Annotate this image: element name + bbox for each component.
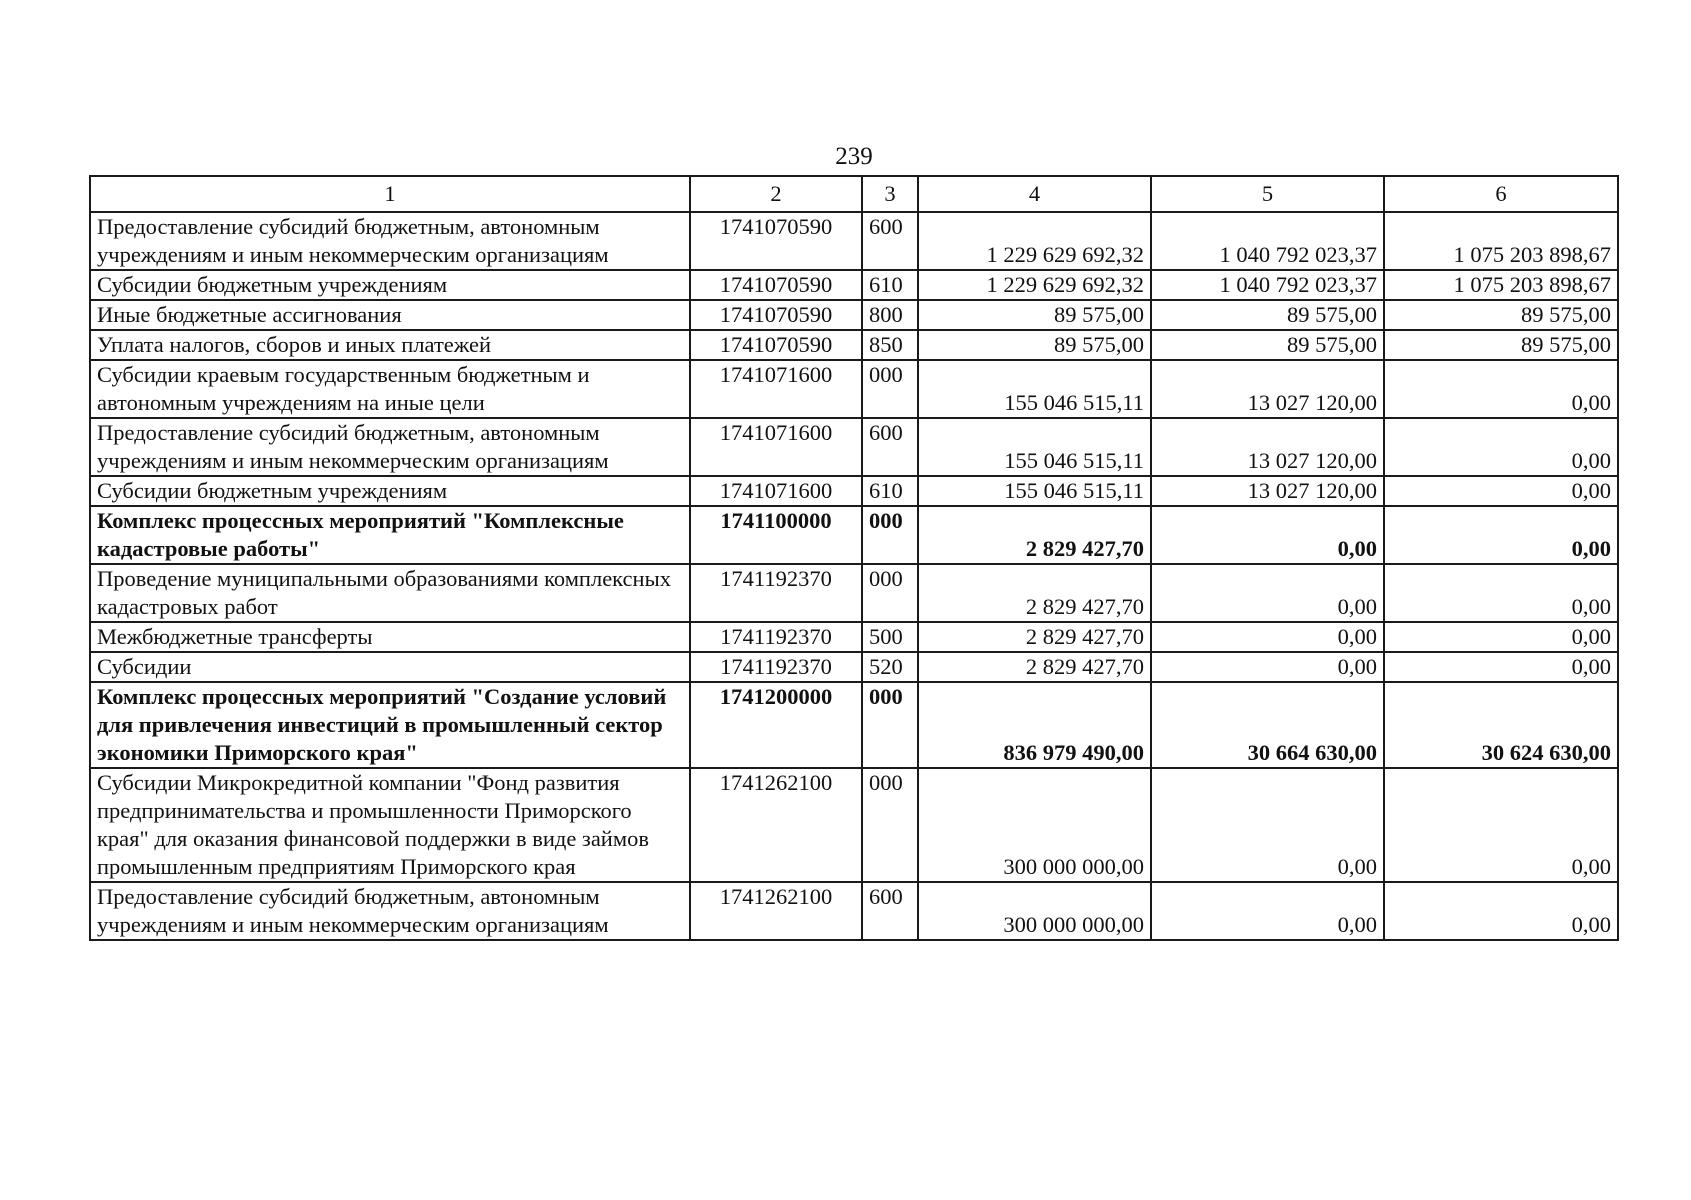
column-header-5: 5 bbox=[1151, 176, 1384, 212]
table-row bbox=[90, 882, 1618, 940]
row-target-code: 1741192370 bbox=[690, 564, 862, 622]
row-name: Комплекс процессных мероприятий "Комплексные кадастровые работы" bbox=[90, 506, 690, 564]
row-amount-col4: 836 979 490,00 bbox=[918, 682, 1151, 768]
row-amount-col5: 13 027 120,00 bbox=[1151, 476, 1384, 506]
row-target-code: 1741262100 bbox=[690, 882, 862, 940]
row-amount-col5: 89 575,00 bbox=[1151, 300, 1384, 330]
row-amount-col5: 1 040 792 023,37 bbox=[1151, 270, 1384, 300]
table-row-section bbox=[90, 682, 1618, 768]
row-name: Субсидии Микрокредитной компании "Фонд развития предпринимательства и промышленности Приморского края" для оказания финансовой поддержки в виде займов промышленным предприятиям Приморского края bbox=[90, 768, 690, 882]
row-expense-kind: 600 bbox=[862, 882, 918, 940]
table-row-section bbox=[90, 506, 1618, 564]
row-amount-col4: 300 000 000,00 bbox=[918, 882, 1151, 940]
row-amount-col4: 155 046 515,11 bbox=[918, 418, 1151, 476]
row-target-code: 1741070590 bbox=[690, 212, 862, 270]
row-amount-col6: 0,00 bbox=[1384, 418, 1618, 476]
row-name: Субсидии бюджетным учреждениям bbox=[90, 270, 690, 300]
row-amount-col6: 1 075 203 898,67 bbox=[1384, 212, 1618, 270]
row-amount-col5: 0,00 bbox=[1151, 768, 1384, 882]
row-amount-col4: 89 575,00 bbox=[918, 330, 1151, 360]
column-header-1: 1 bbox=[90, 176, 690, 212]
row-amount-col5: 13 027 120,00 bbox=[1151, 418, 1384, 476]
row-amount-col4: 155 046 515,11 bbox=[918, 476, 1151, 506]
row-amount-col4: 2 829 427,70 bbox=[918, 564, 1151, 622]
table-row bbox=[90, 270, 1618, 300]
table-row bbox=[90, 564, 1618, 622]
table-row bbox=[90, 212, 1618, 270]
row-expense-kind: 520 bbox=[862, 652, 918, 682]
row-name: Проведение муниципальными образованиями комплексных кадастровых работ bbox=[90, 564, 690, 622]
row-name: Иные бюджетные ассигнования bbox=[90, 300, 690, 330]
row-name: Межбюджетные трансферты bbox=[90, 622, 690, 652]
row-name: Предоставление субсидий бюджетным, автономным учреждениям и иным некоммерческим организациям bbox=[90, 418, 690, 476]
row-expense-kind: 500 bbox=[862, 622, 918, 652]
row-expense-kind: 000 bbox=[862, 768, 918, 882]
row-target-code: 1741070590 bbox=[690, 270, 862, 300]
row-amount-col6: 0,00 bbox=[1384, 506, 1618, 564]
table-row bbox=[90, 418, 1618, 476]
column-header-4: 4 bbox=[918, 176, 1151, 212]
row-amount-col5: 0,00 bbox=[1151, 622, 1384, 652]
row-name: Субсидии бюджетным учреждениям bbox=[90, 476, 690, 506]
row-amount-col4: 2 829 427,70 bbox=[918, 506, 1151, 564]
row-expense-kind: 000 bbox=[862, 360, 918, 418]
row-amount-col6: 0,00 bbox=[1384, 564, 1618, 622]
row-amount-col6: 30 624 630,00 bbox=[1384, 682, 1618, 768]
row-expense-kind: 850 bbox=[862, 330, 918, 360]
row-name: Предоставление субсидий бюджетным, автономным учреждениям и иным некоммерческим организациям bbox=[90, 212, 690, 270]
header-row bbox=[90, 176, 1618, 212]
column-header-2: 2 bbox=[690, 176, 862, 212]
row-amount-col5: 0,00 bbox=[1151, 564, 1384, 622]
row-amount-col4: 1 229 629 692,32 bbox=[918, 212, 1151, 270]
row-amount-col6: 0,00 bbox=[1384, 882, 1618, 940]
row-amount-col6: 0,00 bbox=[1384, 768, 1618, 882]
row-expense-kind: 000 bbox=[862, 506, 918, 564]
table-header bbox=[90, 176, 1618, 212]
row-amount-col4: 2 829 427,70 bbox=[918, 622, 1151, 652]
row-amount-col5: 0,00 bbox=[1151, 506, 1384, 564]
row-target-code: 1741071600 bbox=[690, 476, 862, 506]
row-target-code: 1741192370 bbox=[690, 622, 862, 652]
budget-table bbox=[89, 175, 1619, 941]
row-amount-col6: 0,00 bbox=[1384, 622, 1618, 652]
row-amount-col6: 0,00 bbox=[1384, 360, 1618, 418]
row-amount-col4: 300 000 000,00 bbox=[918, 768, 1151, 882]
row-target-code: 1741100000 bbox=[690, 506, 862, 564]
table-row bbox=[90, 360, 1618, 418]
table-row bbox=[90, 476, 1618, 506]
table-row bbox=[90, 330, 1618, 360]
page-number: 239 bbox=[835, 143, 873, 170]
table-row bbox=[90, 622, 1618, 652]
row-name: Уплата налогов, сборов и иных платежей bbox=[90, 330, 690, 360]
row-target-code: 1741070590 bbox=[690, 300, 862, 330]
row-amount-col5: 1 040 792 023,37 bbox=[1151, 212, 1384, 270]
row-amount-col6: 0,00 bbox=[1384, 476, 1618, 506]
row-expense-kind: 800 bbox=[862, 300, 918, 330]
row-amount-col4: 1 229 629 692,32 bbox=[918, 270, 1151, 300]
row-amount-col6: 0,00 bbox=[1384, 652, 1618, 682]
row-expense-kind: 600 bbox=[862, 212, 918, 270]
row-expense-kind: 600 bbox=[862, 418, 918, 476]
row-amount-col5: 0,00 bbox=[1151, 652, 1384, 682]
row-name: Комплекс процессных мероприятий "Создание условий для привлечения инвестиций в промышленный сектор экономики Приморского края" bbox=[90, 682, 690, 768]
row-amount-col6: 89 575,00 bbox=[1384, 300, 1618, 330]
row-amount-col6: 1 075 203 898,67 bbox=[1384, 270, 1618, 300]
row-target-code: 1741071600 bbox=[690, 418, 862, 476]
row-target-code: 1741192370 bbox=[690, 652, 862, 682]
row-expense-kind: 610 bbox=[862, 270, 918, 300]
row-expense-kind: 000 bbox=[862, 564, 918, 622]
table-row bbox=[90, 652, 1618, 682]
row-expense-kind: 610 bbox=[862, 476, 918, 506]
column-header-6: 6 bbox=[1384, 176, 1618, 212]
table-body bbox=[90, 212, 1618, 940]
row-amount-col5: 13 027 120,00 bbox=[1151, 360, 1384, 418]
row-target-code: 1741262100 bbox=[690, 768, 862, 882]
row-amount-col6: 89 575,00 bbox=[1384, 330, 1618, 360]
row-target-code: 1741200000 bbox=[690, 682, 862, 768]
row-target-code: 1741071600 bbox=[690, 360, 862, 418]
table-row bbox=[90, 768, 1618, 882]
row-amount-col4: 2 829 427,70 bbox=[918, 652, 1151, 682]
row-amount-col5: 0,00 bbox=[1151, 882, 1384, 940]
column-header-3: 3 bbox=[862, 176, 918, 212]
row-amount-col5: 30 664 630,00 bbox=[1151, 682, 1384, 768]
table-row bbox=[90, 300, 1618, 330]
row-expense-kind: 000 bbox=[862, 682, 918, 768]
row-name: Субсидии bbox=[90, 652, 690, 682]
row-amount-col4: 89 575,00 bbox=[918, 300, 1151, 330]
row-amount-col4: 155 046 515,11 bbox=[918, 360, 1151, 418]
row-name: Субсидии краевым государственным бюджетным и автономным учреждениям на иные цели bbox=[90, 360, 690, 418]
row-target-code: 1741070590 bbox=[690, 330, 862, 360]
row-name: Предоставление субсидий бюджетным, автономным учреждениям и иным некоммерческим организациям bbox=[90, 882, 690, 940]
row-amount-col5: 89 575,00 bbox=[1151, 330, 1384, 360]
